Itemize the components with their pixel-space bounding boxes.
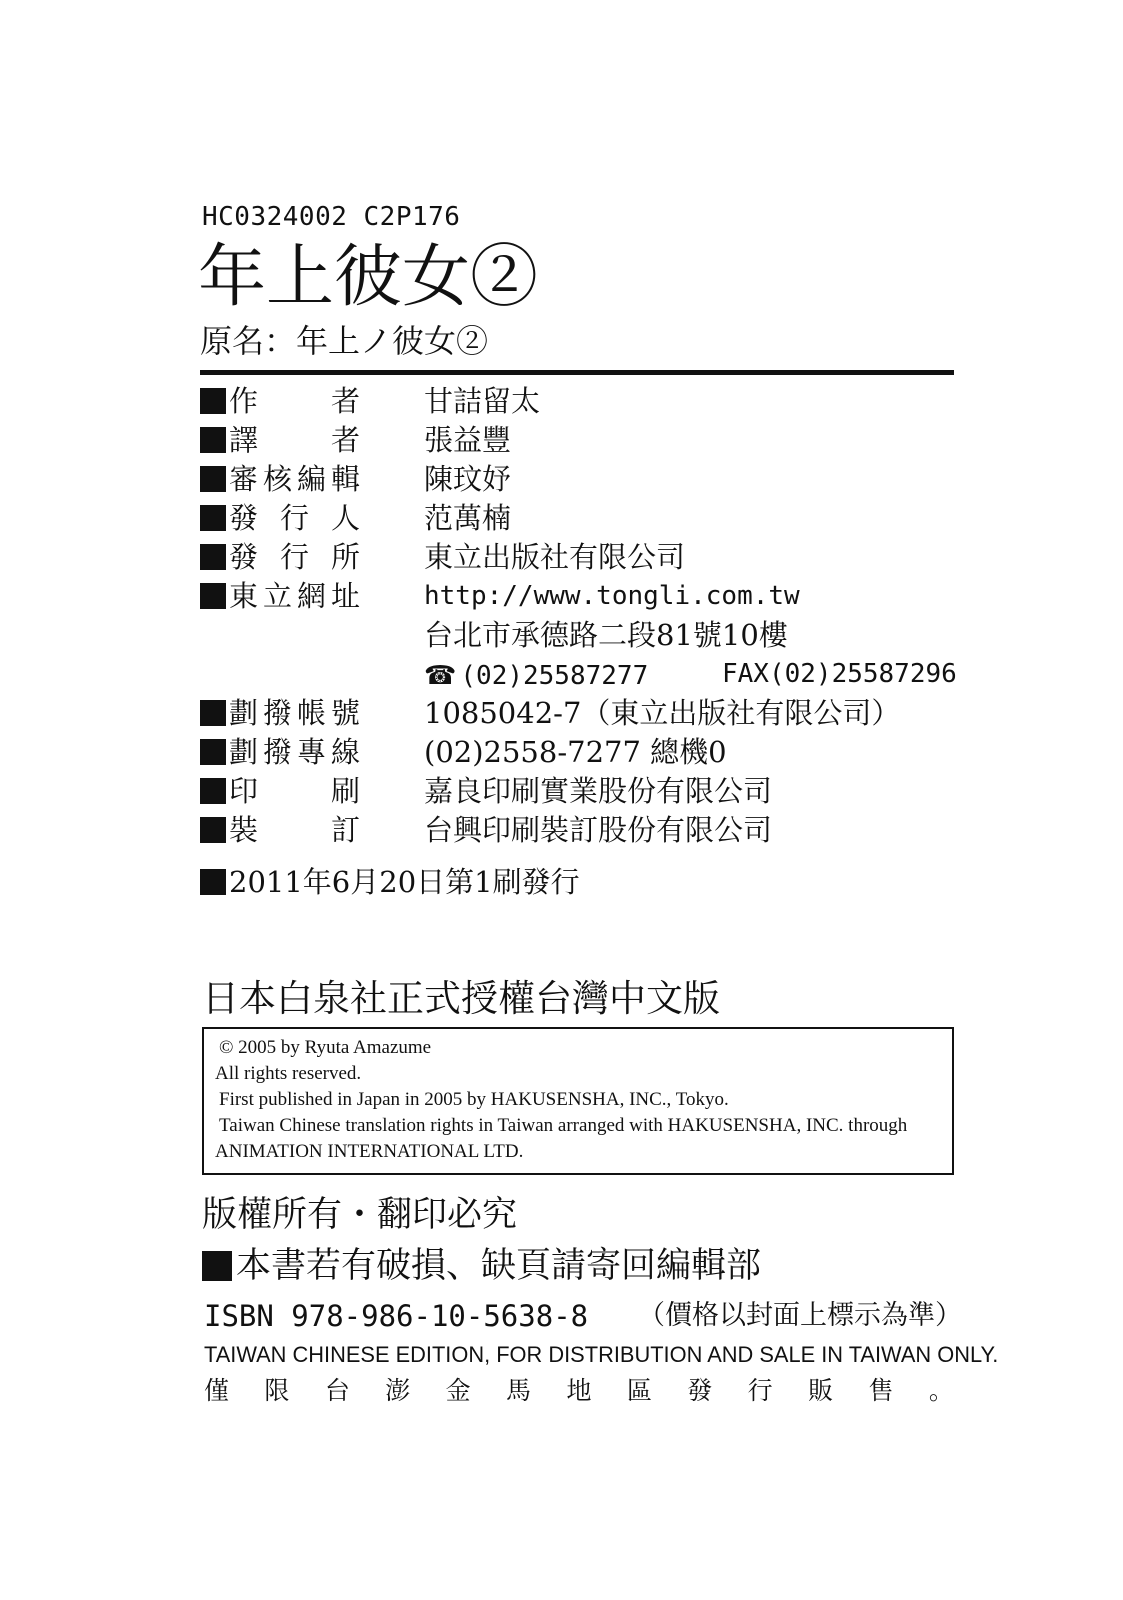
bullet-square	[200, 466, 226, 492]
notice-char: 行	[747, 1376, 773, 1405]
original-title: 原名：年上ノ彼女②	[200, 322, 489, 360]
label-char: 網	[296, 579, 326, 613]
credit-label-binding	[200, 811, 360, 849]
copyright-line: ANIMATION INTERNATIONAL LTD.	[215, 1141, 524, 1162]
credit2-label-text	[229, 811, 360, 849]
label-char: 帳	[296, 696, 326, 730]
copyright-box	[202, 1027, 954, 1175]
notice-char: 區	[626, 1376, 652, 1405]
bullet-square	[200, 817, 226, 843]
copyright-line: First published in Japan in 2005 by HAKUSENSHA, INC., Tokyo.	[219, 1089, 729, 1110]
authorization-statement: 日本白泉社正式授權台灣中文版	[202, 977, 720, 1020]
notice-char: 售	[868, 1376, 894, 1405]
address: 台北市承德路二段81號10樓	[424, 618, 788, 652]
label-char: 核	[262, 462, 292, 496]
credit2-label-text	[229, 694, 360, 732]
label-char: 作	[229, 384, 259, 418]
credit2-label-text	[229, 733, 360, 771]
telephone-icon: ☎	[424, 661, 457, 691]
label-char: 譯	[229, 423, 259, 457]
credit-label-text	[229, 499, 360, 537]
notice-char: 台	[324, 1376, 350, 1405]
credit-label-text	[229, 382, 360, 420]
credit-value-publishing-house: 東立出版社有限公司	[424, 540, 686, 574]
copyright-line: Taiwan Chinese translation rights in Taiwan arranged with HAKUSENSHA, INC. through	[219, 1115, 908, 1136]
credit-label-text	[229, 538, 360, 576]
notice-char: 馬	[506, 1376, 532, 1405]
label-char: 審	[229, 462, 259, 496]
label-char: 東	[229, 579, 259, 613]
credit-label-text	[229, 577, 360, 615]
label-char: 號	[330, 696, 360, 730]
label-char: 裝	[229, 813, 259, 847]
damage-notice	[202, 1244, 761, 1288]
credit-label-text	[229, 421, 360, 459]
label-char: 發	[229, 540, 259, 574]
english-distribution-notice: TAIWAN CHINESE EDITION, FOR DISTRIBUTION AND SALE IN TAIWAN ONLY.	[204, 1342, 999, 1367]
label-char: 者	[330, 423, 360, 457]
credit-value-author: 甘詰留太	[424, 384, 541, 418]
credit-value-translator: 張益豐	[424, 423, 512, 457]
notice-char: 限	[264, 1376, 290, 1405]
bullet-square	[200, 544, 226, 570]
product-code: HC0324002 C2P176	[202, 202, 461, 232]
credit-label-text	[229, 460, 360, 498]
isbn: ISBN 978-986-10-5638-8	[204, 1299, 589, 1333]
notice-char: 地	[566, 1376, 592, 1405]
label-char: 行	[279, 540, 309, 574]
credit-label-editor	[200, 460, 360, 498]
label-char: 編	[296, 462, 326, 496]
notice-char: 金	[445, 1376, 471, 1405]
label-char: 者	[330, 384, 360, 418]
credit-value-printing: 嘉良印刷實業股份有限公司	[424, 774, 773, 808]
fax-number: FAX(02)25587296	[722, 659, 957, 689]
bullet-square	[200, 700, 226, 726]
book-title: 年上彼女②	[198, 238, 539, 317]
label-char: 專	[296, 735, 326, 769]
credit-value-binding: 台興印刷裝訂股份有限公司	[424, 813, 773, 847]
credit-value-giro-hotline: (02)2558-7277 總機0	[424, 735, 727, 769]
bullet-square	[200, 427, 226, 453]
credit2-label-text	[229, 772, 360, 810]
credit-label-website	[200, 577, 360, 615]
label-char: 址	[330, 579, 360, 613]
bullet-square	[200, 739, 226, 765]
credit-label-giro-hotline	[200, 733, 360, 771]
credit-label-publishing-house	[200, 538, 360, 576]
notice-char: 。	[928, 1376, 954, 1405]
credit-label-author	[200, 382, 360, 420]
label-char: 發	[229, 501, 259, 535]
label-char: 撥	[262, 696, 292, 730]
label-char: 訂	[330, 813, 360, 847]
credit-value-editor: 陳玟妤	[424, 462, 512, 496]
copyright-line: © 2005 by Ryuta Amazume	[219, 1037, 432, 1058]
label-char: 所	[330, 540, 360, 574]
notice-char: 澎	[385, 1376, 411, 1405]
credit-value-publisher: 范萬楠	[424, 501, 512, 535]
label-char: 劃	[229, 696, 259, 730]
notice-char: 發	[687, 1376, 713, 1405]
website-url: http://www.tongli.com.tw	[424, 581, 800, 611]
phone-number: (02)25587277	[460, 661, 649, 691]
credit-label-printing	[200, 772, 360, 810]
notice-char: 僅	[204, 1376, 230, 1405]
label-char: 刷	[330, 774, 360, 808]
label-char: 印	[229, 774, 259, 808]
credit-label-publisher	[200, 499, 360, 537]
label-char: 立	[262, 579, 292, 613]
label-char: 人	[330, 501, 360, 535]
copyright-line: All rights reserved.	[215, 1063, 362, 1084]
divider-rule	[200, 370, 954, 375]
release-date	[200, 863, 580, 901]
bullet-square	[200, 778, 226, 804]
chinese-distribution-notice	[204, 1372, 954, 1410]
rights-reserved: 版權所有・翻印必究	[202, 1195, 518, 1235]
bullet-square	[200, 583, 226, 609]
price-note: （價格以封面上標示為準）	[638, 1300, 962, 1331]
bullet-square	[200, 869, 226, 895]
notice-char: 販	[808, 1376, 834, 1405]
label-char: 行	[279, 501, 309, 535]
credit-value-giro-account: 1085042-7（東立出版社有限公司）	[424, 696, 901, 730]
label-char: 線	[330, 735, 360, 769]
damage-notice-text: 本書若有破損、缺頁請寄回編輯部	[236, 1246, 762, 1286]
credit-label-giro-account	[200, 694, 360, 732]
bullet-square	[200, 505, 226, 531]
label-char: 輯	[330, 462, 360, 496]
bullet-square	[200, 388, 226, 414]
release-date-text: 2011年6月20日第1刷發行	[229, 865, 580, 899]
phone-line	[424, 655, 648, 693]
label-char: 撥	[262, 735, 292, 769]
credit-label-translator	[200, 421, 360, 459]
bullet-square	[202, 1251, 232, 1281]
label-char: 劃	[229, 735, 259, 769]
